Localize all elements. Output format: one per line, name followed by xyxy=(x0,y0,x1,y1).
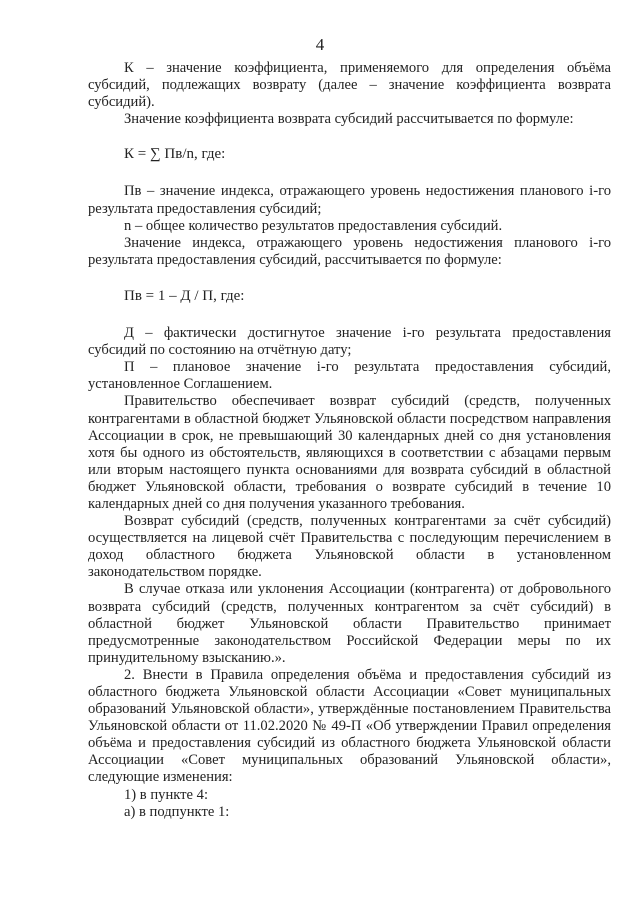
paragraph-coefficient-definition: К – значение коэффициента, применяемого для определения объёма субсидий, подлежащих возврату (далее – значение коэффициента возврата субсидий). xyxy=(88,60,611,111)
paragraph-actual-value: Д – фактически достигнутое значение i-го результата предоставления субсидий по состоянию на отчётную дату; xyxy=(88,325,611,359)
formula-index: Пв = 1 – Д / П, где: xyxy=(124,287,245,304)
paragraph-amendments: 2. Внести в Правила определения объёма и предоставления субсидий из областного бюджета Ульяновской области Ассоциации «Совет муниципальных образований Ульяновской области», утверждённые постановлением Правительства Ульяновской области от 11.02.2020 № 49-П «Об утверждении Правил определения объёма и предоставления субсидий из областного бюджета Ульяновской области Ассоциации «Совет муниципальных образований Ульяновской области», следующие изменения: xyxy=(88,666,611,786)
paragraph-refusal: В случае отказа или уклонения Ассоциации (контрагента) от добровольного возврата субсидий (средств, полученных контрагентом за счёт субсидий) в областной бюджет Ульяновской области Правительство принимает предусмотренные законодательством Российской Федерации меры по их принудительному взысканию.». xyxy=(88,581,611,666)
paragraph-government-return: Правительство обеспечивает возврат субсидий (средств, полученных контрагентами в областной бюджет Ульяновской области посредством направления Ассоциации в срок, не превышающий 30 календарных дней со дня установления хотя бы одного из обстоятельств, являющихся в соответствии с абзацами первым или вторым настоящего пункта основаниями для возврата субсидий в областной бюджет Ульяновской области, требования о возврате субсидий в течение 10 календарных дней со дня получения указанного требования. xyxy=(88,393,611,512)
paragraph-n-definition: n – общее количество результатов предоставления субсидий. xyxy=(124,217,503,234)
paragraph-planned-value: П – плановое значение i-го результата предоставления субсидий, установленное Соглашением. xyxy=(88,359,611,393)
document-body xyxy=(88,60,611,821)
paragraph-index-formula-intro: Значение индекса, отражающего уровень недостижения планового i-го результата предоставления субсидий, рассчитывается по формуле: xyxy=(88,234,611,268)
paragraph-formula-intro: Значение коэффициента возврата субсидий рассчитывается по формуле: xyxy=(124,111,574,128)
formula-coefficient: К = ∑ Пв/n, где: xyxy=(124,146,226,163)
paragraph-subitem-a: а) в подпункте 1: xyxy=(124,803,230,820)
paragraph-index-definition: Пв – значение индекса, отражающего уровень недостижения планового i-го результата предоставления субсидий; xyxy=(88,183,611,217)
paragraph-return-account: Возврат субсидий (средств, полученных контрагентами за счёт субсидий) осуществляется на лицевой счёт Правительства с последующим перечислением в доход областного бюджета Ульяновской области в установленном законодательством порядке. xyxy=(88,513,611,581)
paragraph-item-1: 1) в пункте 4: xyxy=(124,786,209,803)
page-number: 4 xyxy=(315,35,325,54)
